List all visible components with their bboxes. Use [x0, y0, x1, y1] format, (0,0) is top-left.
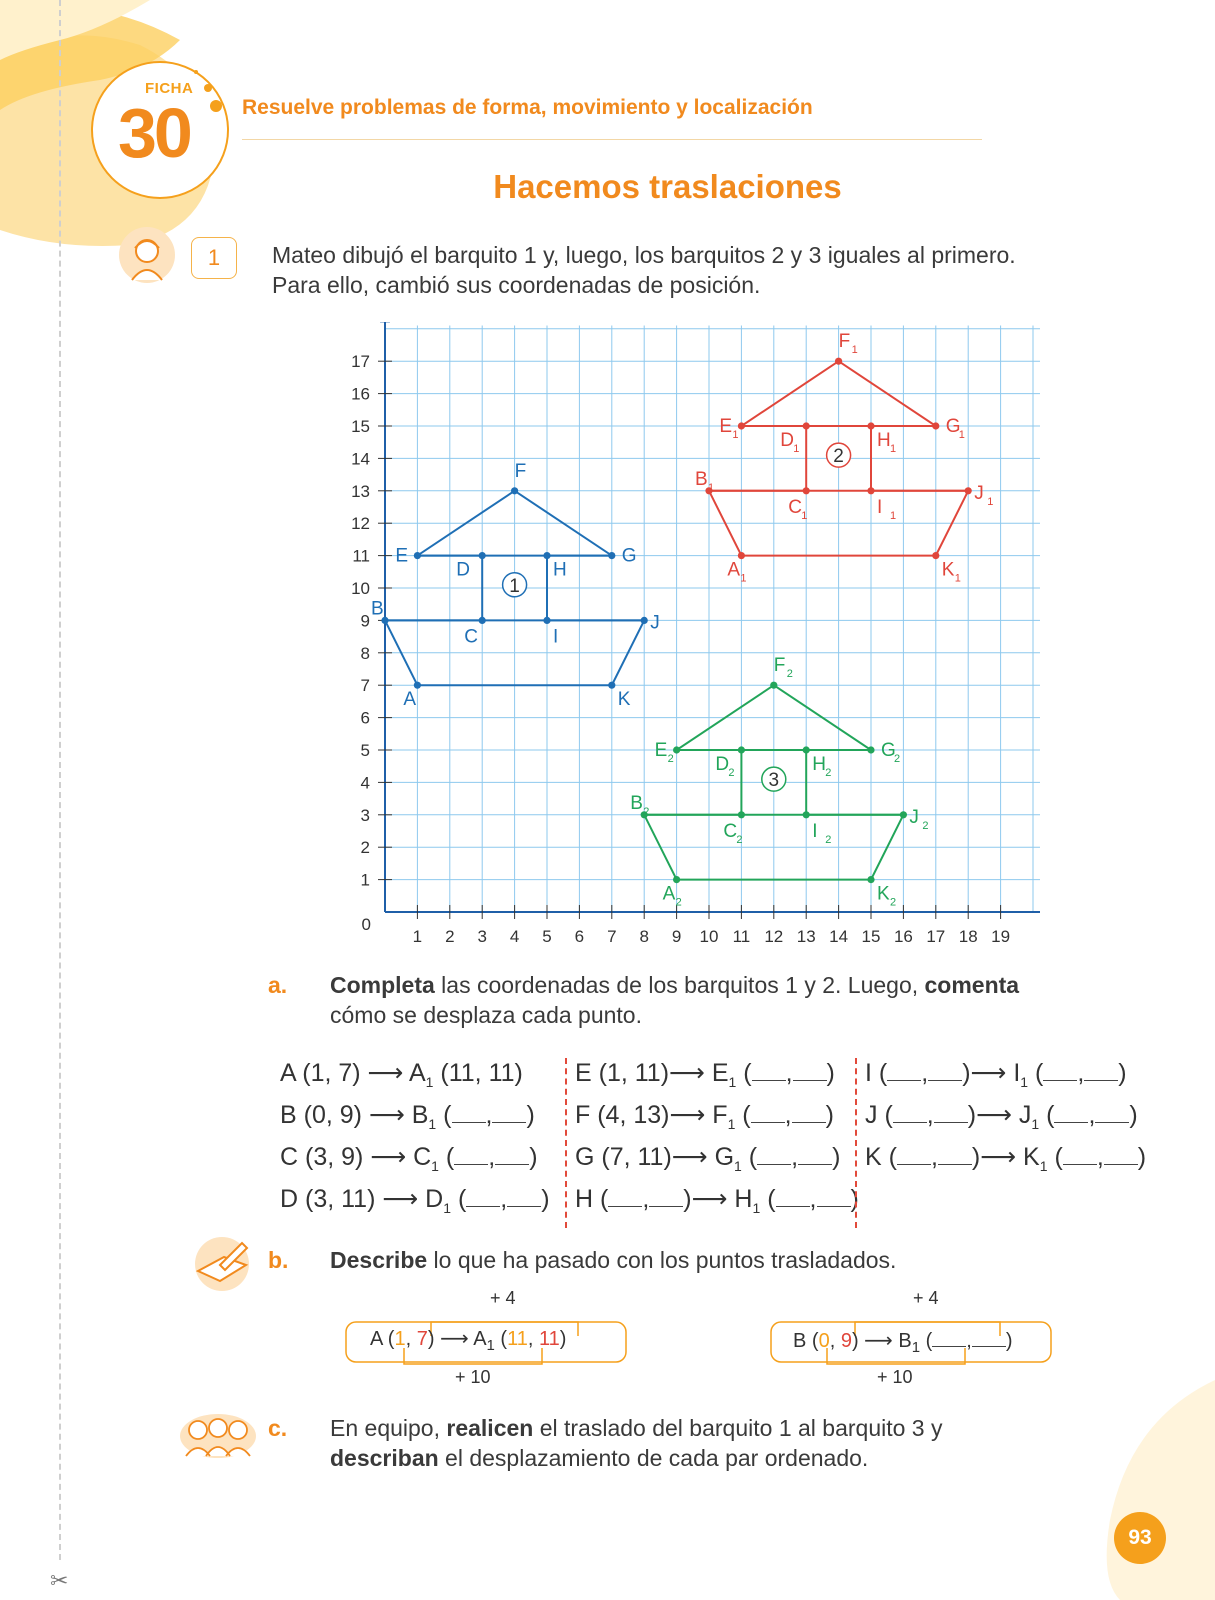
coord-image-letter: H — [734, 1185, 753, 1213]
example-1-plus-bottom: + 10 — [455, 1367, 491, 1387]
arrow-icon: ⟶ — [970, 1059, 1007, 1087]
x-tick-label: 16 — [893, 927, 913, 946]
point-label-G: G — [621, 545, 637, 567]
coord-blank-y[interactable] — [928, 1060, 962, 1081]
example-2-blank-y[interactable] — [972, 1326, 1006, 1347]
x-tick-label: 7 — [607, 927, 617, 946]
question-b-letter: b. — [268, 1247, 289, 1273]
point-H2-marker — [803, 746, 810, 753]
point-D2-marker — [738, 746, 745, 753]
point-label-sub: 2 — [728, 767, 735, 779]
point-label-K: K — [617, 689, 631, 711]
coord-image-letter: B — [411, 1101, 429, 1129]
point-label-G1: G — [945, 416, 961, 437]
point-label-A1: A — [727, 559, 741, 581]
coord-blank-y[interactable] — [649, 1186, 683, 1207]
point-label-sub: 2 — [890, 896, 897, 909]
coord-image-letter: I — [1013, 1059, 1021, 1087]
subtitle-divider — [242, 139, 982, 140]
boat-number-label: 1 — [509, 575, 520, 597]
x-tick-label: 1 — [412, 927, 423, 946]
coord-blank-y[interactable] — [817, 1186, 851, 1207]
coord-blank-x[interactable] — [608, 1186, 642, 1207]
coord-left: A (1, 7) — [280, 1059, 361, 1087]
example-1-point: A — [370, 1328, 383, 1350]
y-tick-label: 16 — [351, 384, 370, 404]
point-label-sub: 1 — [851, 344, 858, 357]
coord-blank-x[interactable] — [751, 1102, 785, 1123]
question-a-bold-1: Completa — [330, 972, 435, 998]
y-tick-label: 5 — [360, 741, 370, 760]
point-label-sub: 2 — [786, 668, 793, 681]
activity-intro — [272, 240, 1132, 300]
question-a-letter: a. — [268, 972, 288, 998]
y-tick-label: 9 — [360, 611, 370, 631]
example-1-y2: 11 — [538, 1328, 560, 1350]
x-tick-label: 15 — [861, 927, 881, 946]
coord-blank-y[interactable] — [507, 1186, 541, 1207]
x-tick-label: 2 — [445, 927, 455, 946]
point-label-D: D — [456, 559, 470, 581]
x-tick-label: 12 — [764, 927, 784, 946]
coord-blank-x[interactable] — [887, 1060, 921, 1081]
coord-blank-x[interactable] — [752, 1060, 786, 1081]
coord-left: I — [865, 1059, 872, 1087]
point-K-marker — [608, 682, 615, 689]
example-2-image-point: B — [898, 1330, 912, 1352]
question-c-bold-2: describan — [330, 1445, 439, 1471]
point-label-B2: B — [630, 792, 643, 814]
coord-blank-y[interactable] — [792, 1102, 826, 1123]
question-c-text-1: En equipo, — [330, 1415, 447, 1441]
point-label-sub: 1 — [801, 509, 808, 522]
coord-blank-x[interactable] — [452, 1102, 486, 1123]
coord-image-letter: F — [712, 1101, 728, 1129]
point-E1-marker — [738, 422, 745, 429]
point-H-marker — [543, 552, 550, 559]
coord-image-letter: A — [408, 1059, 426, 1087]
example-2-plus-bottom: + 10 — [877, 1367, 913, 1387]
question-a-text-2: cómo se desplaza cada punto. — [330, 1002, 642, 1028]
example-2-sub: 1 — [911, 1339, 921, 1356]
coordinate-grid-chart — [340, 322, 1040, 952]
point-G1-marker — [932, 422, 939, 429]
y-tick-label: 13 — [351, 481, 370, 501]
x-tick-label: 11 — [732, 927, 751, 946]
arrow-icon: ⟶ — [368, 1101, 405, 1129]
point-label-J2: J — [909, 806, 919, 828]
y-tick-label: 3 — [360, 805, 370, 825]
point-F2-marker — [770, 682, 777, 689]
y-tick-label: 10 — [351, 579, 370, 598]
coord-blank-y[interactable] — [1095, 1102, 1129, 1123]
y-tick-label: 15 — [351, 417, 370, 436]
column-separator-2 — [855, 1058, 857, 1228]
coord-blank-y[interactable] — [1084, 1060, 1118, 1081]
coord-left: E (1, 11) — [575, 1059, 670, 1087]
point-label-H2: H — [812, 754, 826, 775]
point-label-A: A — [403, 689, 417, 711]
page-number: 93 — [1114, 1512, 1166, 1564]
coord-row-col2: E (1, 11)⟶ $E_1$ ( , ) — [575, 1059, 835, 1090]
intro-line-2: Para ello, cambió sus coordenadas de posición. — [272, 272, 761, 298]
coord-blank-x[interactable] — [1043, 1060, 1077, 1081]
point-F1-marker — [835, 358, 842, 365]
point-K2-marker — [867, 876, 874, 883]
coord-row-col1: D (3, 11) ⟶ $D_1$ ( , ) — [280, 1185, 550, 1216]
point-label-F: F — [514, 460, 527, 482]
question-c-text — [330, 1413, 1130, 1473]
x-tick-label: 10 — [699, 927, 719, 946]
arrow-icon: ⟶ — [671, 1143, 708, 1171]
point-label-D2: D — [715, 754, 730, 775]
x-tick-label: 18 — [958, 927, 978, 946]
point-I-marker — [543, 617, 550, 624]
point-label-I1: I — [877, 496, 883, 518]
y-tick-label: 12 — [351, 514, 370, 534]
y-tick-label: 1 — [360, 870, 370, 890]
point-label-H: H — [553, 559, 567, 581]
coord-blank-x[interactable] — [1054, 1102, 1088, 1123]
cut-line — [59, 0, 61, 1560]
coord-blank-x[interactable] — [893, 1102, 927, 1123]
point-label-K2: K — [877, 883, 890, 905]
origin-label: 0 — [361, 915, 371, 934]
arrow-icon: ⟶ — [669, 1059, 705, 1087]
point-label-C: C — [464, 626, 478, 648]
point-label-D1: D — [780, 430, 794, 451]
example-2-x: 0 — [818, 1330, 830, 1352]
point-H1-marker — [867, 422, 874, 429]
coord-left: B (0, 9) — [280, 1101, 362, 1129]
competency-subtitle: Resuelve problemas de forma, movimiento y localización — [242, 96, 813, 119]
coord-blank-x[interactable] — [1063, 1144, 1097, 1165]
point-A2-marker — [673, 876, 680, 883]
point-label-sub: 2 — [643, 805, 650, 818]
coord-left: K — [865, 1143, 882, 1171]
coord-image-letter: C — [413, 1143, 432, 1171]
team-icon — [178, 1408, 258, 1458]
point-G2-marker — [867, 746, 874, 753]
coord-row-col2: H ( , )⟶ $H_1$ ( , ) — [575, 1185, 859, 1216]
boat-number-label: 3 — [768, 770, 780, 792]
coord-row-col1: B (0, 9) ⟶ $B_1$ ( , ) — [280, 1101, 535, 1132]
arrow-icon: ⟶ — [976, 1101, 1012, 1129]
coord-left: G (7, 11) — [575, 1143, 672, 1171]
point-label-sub: 1 — [793, 443, 800, 455]
point-label-sub: 2 — [825, 767, 832, 779]
example-1-expression: A (1, 7) ⟶ $A_1$ (11, 11) — [370, 1328, 567, 1354]
y-tick-label: 17 — [351, 352, 370, 372]
coord-image-letter: D — [425, 1185, 444, 1213]
student-icon — [118, 226, 176, 284]
coord-image-letter: E — [711, 1059, 729, 1087]
point-A1-marker — [738, 552, 745, 559]
point-label-I2: I — [812, 820, 818, 842]
example-1-x2: 11 — [507, 1328, 528, 1350]
x-tick-label: 5 — [542, 927, 552, 946]
point-D-marker — [479, 552, 486, 559]
point-label-sub: 1 — [732, 429, 739, 441]
point-label-F1: F — [838, 331, 851, 353]
coord-left: C (3, 9) — [280, 1143, 364, 1171]
point-J1-marker — [965, 487, 972, 494]
x-tick-label: 4 — [509, 927, 520, 946]
point-label-E: E — [395, 545, 409, 567]
point-label-sub: 2 — [922, 819, 929, 832]
point-label-sub: 1 — [987, 495, 994, 508]
coord-blank-x[interactable] — [897, 1144, 931, 1165]
example-1-brackets — [340, 1300, 640, 1410]
y-tick-label: 6 — [360, 708, 370, 728]
point-J2-marker — [900, 811, 907, 818]
coord-blank-y[interactable] — [495, 1144, 529, 1165]
coord-left: J — [865, 1101, 878, 1129]
coord-blank-x[interactable] — [757, 1144, 791, 1165]
point-label-G2: G — [881, 740, 896, 761]
point-E2-marker — [673, 746, 680, 753]
coord-blank-x[interactable] — [454, 1144, 488, 1165]
x-tick-label: 3 — [477, 927, 487, 946]
x-tick-label: 8 — [639, 927, 649, 946]
example-1-sub: 1 — [486, 1337, 495, 1354]
y-tick-label: 2 — [360, 838, 370, 858]
x-tick-label: 13 — [796, 927, 816, 946]
x-tick-label: 14 — [829, 927, 849, 946]
point-label-J: J — [650, 612, 660, 634]
point-label-E1: E — [719, 416, 733, 437]
example-2-expression: B (0, 9) ⟶ $B_1$ ( , ) — [793, 1326, 1013, 1356]
x-tick-label: 9 — [671, 927, 682, 946]
bullet-dots — [190, 60, 230, 120]
question-c-text-2: el traslado del barquito 1 al barquito 3 y — [533, 1415, 943, 1441]
point-label-A2: A — [662, 883, 676, 905]
example-1-y: 7 — [416, 1328, 428, 1350]
point-K1-marker — [932, 552, 939, 559]
point-label-sub: 1 — [954, 572, 961, 585]
question-a-text-1: las coordenadas de los barquitos 1 y 2. Luego, — [434, 972, 925, 998]
coord-left: H ( , ) — [575, 1185, 692, 1213]
coord-row-col1: C (3, 9) ⟶ $C_1$ ( , ) — [280, 1143, 538, 1174]
point-label-sub: 1 — [958, 429, 965, 441]
x-tick-label: 6 — [574, 927, 585, 946]
x-tick-label: 17 — [926, 927, 946, 946]
arrow-icon: ⟶ — [864, 1330, 893, 1352]
y-tick-label: 11 — [352, 546, 370, 566]
coord-blank-y[interactable] — [938, 1144, 972, 1165]
question-a-bold-2: comenta — [924, 972, 1020, 998]
question-b-bold: Describe — [330, 1247, 428, 1273]
point-label-B: B — [371, 598, 384, 620]
y-tick-label: 14 — [351, 449, 370, 469]
arrow-icon: ⟶ — [382, 1185, 419, 1213]
point-D1-marker — [803, 422, 810, 429]
scissors-icon: ✂ — [50, 1568, 69, 1593]
point-label-sub: 2 — [675, 896, 682, 909]
point-C2-marker — [738, 811, 745, 818]
point-label-sub: 1 — [890, 509, 897, 522]
coord-blank-x[interactable] — [776, 1186, 810, 1207]
point-label-C2: C — [723, 820, 738, 842]
point-E-marker — [414, 552, 421, 559]
coord-blank-y[interactable] — [798, 1144, 832, 1165]
coord-row-col2: G (7, 11)⟶ $G_1$ ( , ) — [575, 1143, 841, 1174]
coord-row-col1: A (1, 7) ⟶ $A_1$ (11, 11) — [280, 1059, 523, 1090]
question-c-letter: c. — [268, 1415, 288, 1441]
column-separator-1 — [565, 1058, 567, 1228]
coord-left: D (3, 11) — [280, 1185, 376, 1213]
question-a-text — [330, 970, 1130, 1030]
point-I2-marker — [803, 811, 810, 818]
y-tick-label: 8 — [360, 643, 370, 663]
example-1-x: 1 — [394, 1328, 406, 1350]
point-F-marker — [511, 487, 518, 494]
point-label-F2: F — [773, 655, 786, 677]
point-A-marker — [414, 682, 421, 689]
example-2-plus-top: + 4 — [913, 1288, 939, 1308]
point-label-I: I — [553, 626, 559, 648]
point-C1-marker — [803, 487, 810, 494]
point-label-sub: 2 — [825, 833, 832, 846]
question-c-bold-1: realicen — [446, 1415, 534, 1441]
point-label-sub: 1 — [740, 572, 747, 585]
point-label-B1: B — [695, 468, 708, 490]
example-2-blank-x[interactable] — [932, 1326, 966, 1347]
point-label-sub: 1 — [708, 481, 715, 494]
ficha-number: 30 — [118, 94, 190, 172]
ficha-label: FICHA — [145, 80, 194, 97]
point-label-E2: E — [654, 740, 668, 761]
example-1-plus-top: + 4 — [490, 1288, 516, 1308]
point-label-K1: K — [941, 559, 955, 581]
coord-blank-y[interactable] — [934, 1102, 968, 1123]
coord-row-col3: I ( , )⟶ $I_1$ ( , ) — [865, 1059, 1127, 1090]
coord-image-letter: J — [1018, 1101, 1032, 1129]
coord-image-letter: G — [714, 1143, 735, 1171]
coord-blank-x[interactable] — [466, 1186, 500, 1207]
example-2-y: 9 — [840, 1330, 852, 1352]
example-1-image-point: A — [473, 1328, 487, 1350]
point-I1-marker — [867, 487, 874, 494]
x-tick-label: 19 — [991, 927, 1011, 946]
point-label-sub: 2 — [736, 833, 743, 846]
example-2-point: B — [793, 1330, 807, 1352]
arrow-icon: ⟶ — [367, 1059, 404, 1087]
point-C-marker — [479, 617, 486, 624]
point-J-marker — [641, 617, 648, 624]
arrow-icon: ⟶ — [370, 1143, 407, 1171]
question-b-text — [330, 1245, 1130, 1275]
arrow-icon: ⟶ — [980, 1143, 1017, 1171]
point-G-marker — [608, 552, 615, 559]
question-c-text-3: el desplazamiento de cada par ordenado. — [438, 1445, 869, 1471]
arrow-icon: ⟶ — [669, 1101, 706, 1129]
point-label-sub: 2 — [667, 753, 674, 765]
activity-number: 1 — [191, 237, 237, 279]
arrow-icon: ⟶ — [691, 1185, 728, 1213]
coord-left: F (4, 13) — [575, 1101, 670, 1129]
coord-image-letter: K — [1023, 1143, 1040, 1171]
y-tick-label: 4 — [360, 773, 370, 793]
coord-row-col3: J ( , )⟶ $J_1$ ( , ) — [865, 1101, 1138, 1132]
coord-blank-y[interactable] — [492, 1102, 526, 1123]
point-label-J1: J — [974, 482, 984, 504]
page-title: Hacemos traslaciones — [493, 168, 842, 205]
coord-row-col2: F (4, 13)⟶ $F_1$ ( , ) — [575, 1101, 834, 1132]
arrow-icon: ⟶ — [440, 1328, 469, 1350]
writing-icon — [190, 1235, 254, 1293]
point-label-sub: 2 — [894, 753, 901, 765]
intro-line-1: Mateo dibujó el barquito 1 y, luego, los barquitos 2 y 3 iguales al primero. — [272, 242, 1016, 268]
boat-number-label: 2 — [833, 446, 844, 468]
coord-blank-y[interactable] — [1104, 1144, 1138, 1165]
question-b-rest: lo que ha pasado con los puntos trasladados. — [427, 1247, 897, 1273]
point-label-C1: C — [788, 496, 802, 518]
coord-blank-y[interactable] — [793, 1060, 827, 1081]
coord-row-col3: K ( , )⟶ $K_1$ ( , ) — [865, 1143, 1147, 1174]
y-tick-label: 7 — [360, 676, 370, 696]
point-label-H1: H — [877, 430, 891, 451]
point-label-sub: 1 — [890, 443, 897, 455]
